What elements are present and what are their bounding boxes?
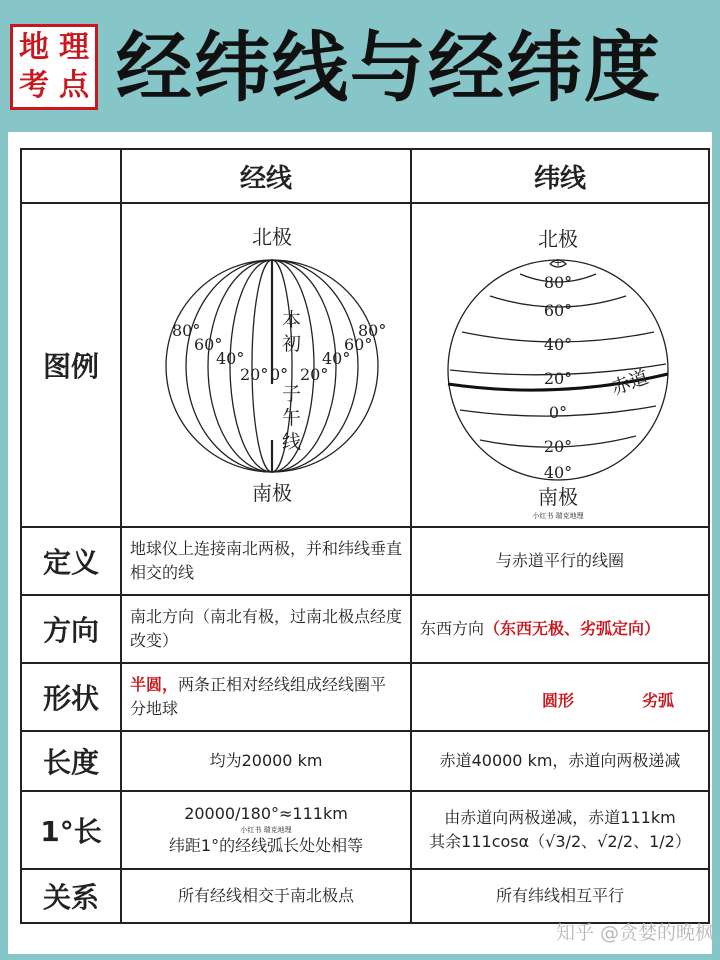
parallel-degree-line1: 由赤道向两极递减，赤道111km [444, 808, 676, 827]
equator-label: 赤道 [608, 366, 652, 400]
meridian-direction: 南北方向（南北有极，过南北极点经度改变） [121, 595, 411, 663]
row-label-definition: 定义 [21, 527, 121, 595]
meridian-figure-cell [121, 203, 411, 527]
parallel-south-label: 南极 [538, 485, 578, 509]
zhihu-watermark: 知乎 @贪婪的晚枫 [556, 922, 715, 944]
parallel-direction [411, 595, 709, 663]
parallel-degree: 40° [543, 463, 573, 482]
header-meridian: 经线 [121, 149, 411, 203]
parallel-degree-line2: 其余111cosα（√3/2、√2/2、1/2） [429, 832, 691, 851]
prime-meridian-char: 子 [282, 383, 302, 405]
corner-cell [21, 149, 121, 203]
header-parallel: 纬线 [411, 149, 709, 203]
prime-meridian-char: 初 [282, 333, 302, 355]
badge-char: 点 [59, 68, 89, 103]
meridian-right-degree: 80° [358, 321, 387, 340]
parallel-shape-circle: 圆形 [542, 691, 575, 710]
meridian-length: 均为20000 km [121, 731, 411, 791]
parallel-globe-diagram [412, 204, 706, 522]
row-label-length: 长度 [21, 731, 121, 791]
meridian-degree-formula: 20000/180°≈111km [184, 804, 348, 823]
parallel-north-label: 北极 [538, 227, 578, 251]
page-title: 经纬线与经纬度 [116, 23, 662, 112]
meridian-north-label: 北极 [252, 225, 292, 249]
parallel-degree: 20° [543, 369, 573, 388]
parallel-shape [411, 663, 709, 731]
row-label-shape: 形状 [21, 663, 121, 731]
parallel-direction-plain: 东西方向 [420, 619, 485, 638]
degree-length-row [21, 791, 709, 869]
meridian-shape-plain: 两条正相对经线组成经线圈平分地球 [130, 675, 387, 718]
parallel-shape-arc: 劣弧 [642, 691, 675, 710]
parallel-direction-highlight: （东西无极、劣弧定向） [484, 619, 661, 638]
direction-row [21, 595, 709, 663]
header-row [21, 149, 709, 203]
parallel-degree: 60° [543, 301, 573, 320]
parallel-definition: 与赤道平行的线圈 [411, 527, 709, 595]
meridian-zero-degree: 0° [270, 365, 289, 384]
meridian-left-degree: 20° [240, 365, 269, 384]
meridian-shape-highlight: 半圆， [130, 675, 179, 694]
watermark-small: 小红书 瑞克地理 [532, 512, 584, 520]
content-card [8, 132, 715, 954]
parallel-degree: 80° [543, 273, 573, 292]
meridian-shape [121, 663, 411, 731]
prime-meridian-char: 线 [282, 431, 302, 453]
meridian-definition: 地球仪上连接南北两极，并和纬线垂直相交的线 [121, 527, 411, 595]
prime-meridian-char: 午 [282, 407, 302, 429]
header [0, 0, 720, 130]
meridian-right-degree: 20° [300, 365, 329, 384]
row-label-direction: 方向 [21, 595, 121, 663]
relation-row [21, 869, 709, 923]
svg-text:+: + [553, 256, 563, 269]
meridian-right-degree: 60° [344, 335, 373, 354]
meridian-degree-length [121, 791, 411, 869]
meridian-left-degree: 60° [194, 335, 223, 354]
meridian-relation: 所有经线相交于南北极点 [121, 869, 411, 923]
meridian-degree-note: 纬距1°的经线弧长处处相等 [168, 836, 364, 855]
parallel-degree: 0° [548, 403, 568, 422]
meridian-left-degree: 80° [172, 321, 201, 340]
parallel-degree: 40° [543, 335, 573, 354]
figure-row [21, 203, 709, 527]
meridian-right-degree: 40° [322, 349, 351, 368]
parallel-degree: 20° [543, 437, 573, 456]
parallel-length: 赤道40000 km，赤道向两极递减 [411, 731, 709, 791]
comparison-table [20, 148, 710, 924]
parallel-degree-length [411, 791, 709, 869]
row-label-degree-length: 1°长 [21, 791, 121, 869]
meridian-globe-diagram [122, 204, 408, 522]
meridian-left-degree: 40° [216, 349, 245, 368]
badge-char: 理 [59, 30, 89, 65]
badge-char: 考 [19, 68, 49, 103]
prime-meridian-char: 本 [282, 309, 302, 331]
badge-char: 地 [19, 30, 49, 65]
length-row [21, 731, 709, 791]
row-label-relation: 关系 [21, 869, 121, 923]
parallel-relation: 所有纬线相互平行 [411, 869, 709, 923]
meridian-south-label: 南极 [252, 481, 292, 505]
row-label-figure: 图例 [21, 203, 121, 527]
definition-row [21, 527, 709, 595]
topic-badge [10, 24, 98, 110]
shape-row [21, 663, 709, 731]
watermark-small: 小红书 瑞克地理 [240, 826, 292, 834]
parallel-figure-cell [411, 203, 709, 527]
